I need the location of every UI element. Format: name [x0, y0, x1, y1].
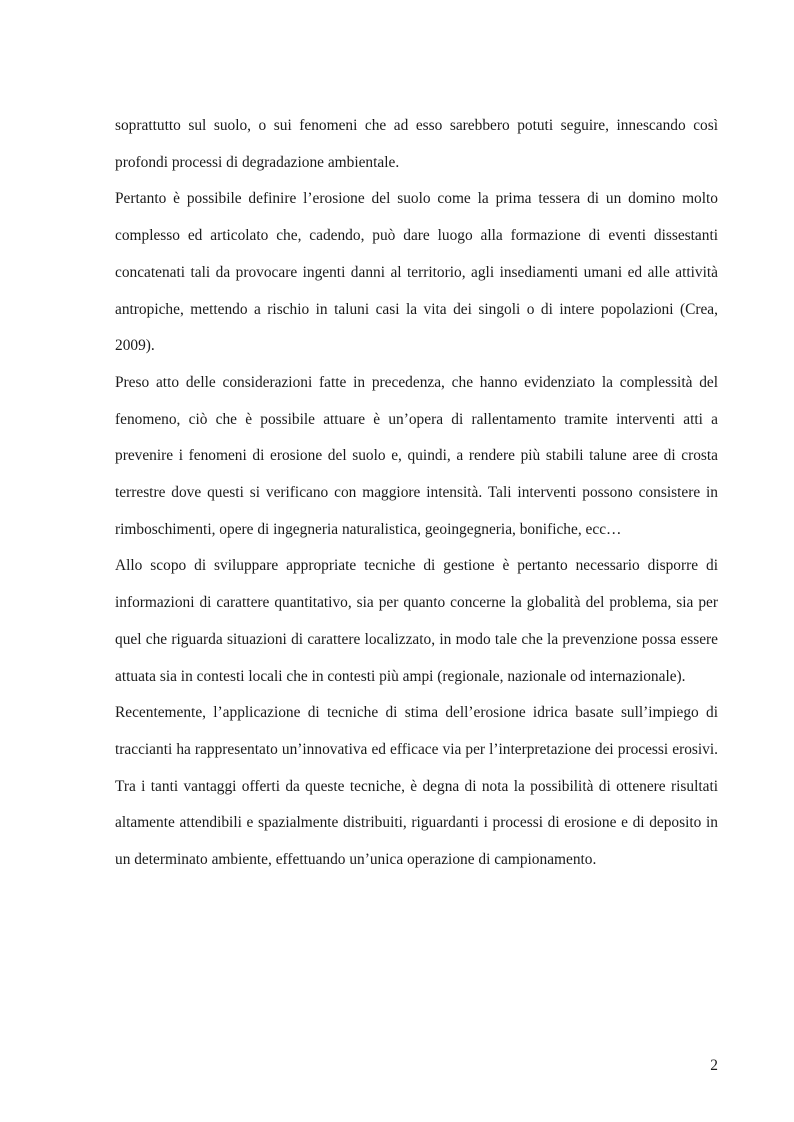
paragraph-5: Recentemente, l’applicazione di tecniche di stima dell’erosione idrica basate sull’impiego di traccianti ha rappresentato un’innovativa ed efficace via per l’interpretazione dei processi erosivi. Tra i tanti vantaggi offerti da queste tecniche, è degna di nota la possibilità di ottenere risultati altamente attendibili e spazialmente distribuiti, riguardanti i processi di erosione e di deposito in un determinato ambiente, effettuando un’unica operazione di campionamento.: [115, 704, 718, 869]
page-number: 2: [710, 1057, 718, 1074]
body-text: [115, 108, 718, 879]
paragraph-1: soprattutto sul suolo, o sui fenomeni che ad esso sarebbero potuti seguire, innescando così profondi processi di degradazione ambientale.: [115, 117, 718, 171]
paragraph-2: Pertanto è possibile definire l’erosione del suolo come la prima tessera di un domino molto complesso ed articolato che, cadendo, può dare luogo alla formazione di eventi dissestanti concatenati tali da provocare ingenti danni al territorio, agli insediamenti umani ed alle attività antropiche, mettendo a rischio in taluni casi la vita dei singoli o di intere popolazioni (Crea, 2009).: [115, 190, 718, 355]
paragraph-4: Allo scopo di sviluppare appropriate tecniche di gestione è pertanto necessario disporre di informazioni di carattere quantitativo, sia per quanto concerne la globalità del problema, sia per quel che riguarda situazioni di carattere localizzato, in modo tale che la prevenzione possa essere attuata sia in contesti locali che in contesti più ampi (regionale, nazionale od internazionale).: [115, 557, 718, 685]
paragraph-3: Preso atto delle considerazioni fatte in precedenza, che hanno evidenziato la complessità del fenomeno, ciò che è possibile attuare è un’opera di rallentamento tramite interventi atti a prevenire i fenomeni di erosione del suolo e, quindi, a rendere più stabili talune aree di crosta terrestre dove questi si verificano con maggiore intensità. Tali interventi possono consistere in rimboschimenti, opere di ingegneria naturalistica, geoingegneria, bonifiche, ecc…: [115, 373, 718, 538]
